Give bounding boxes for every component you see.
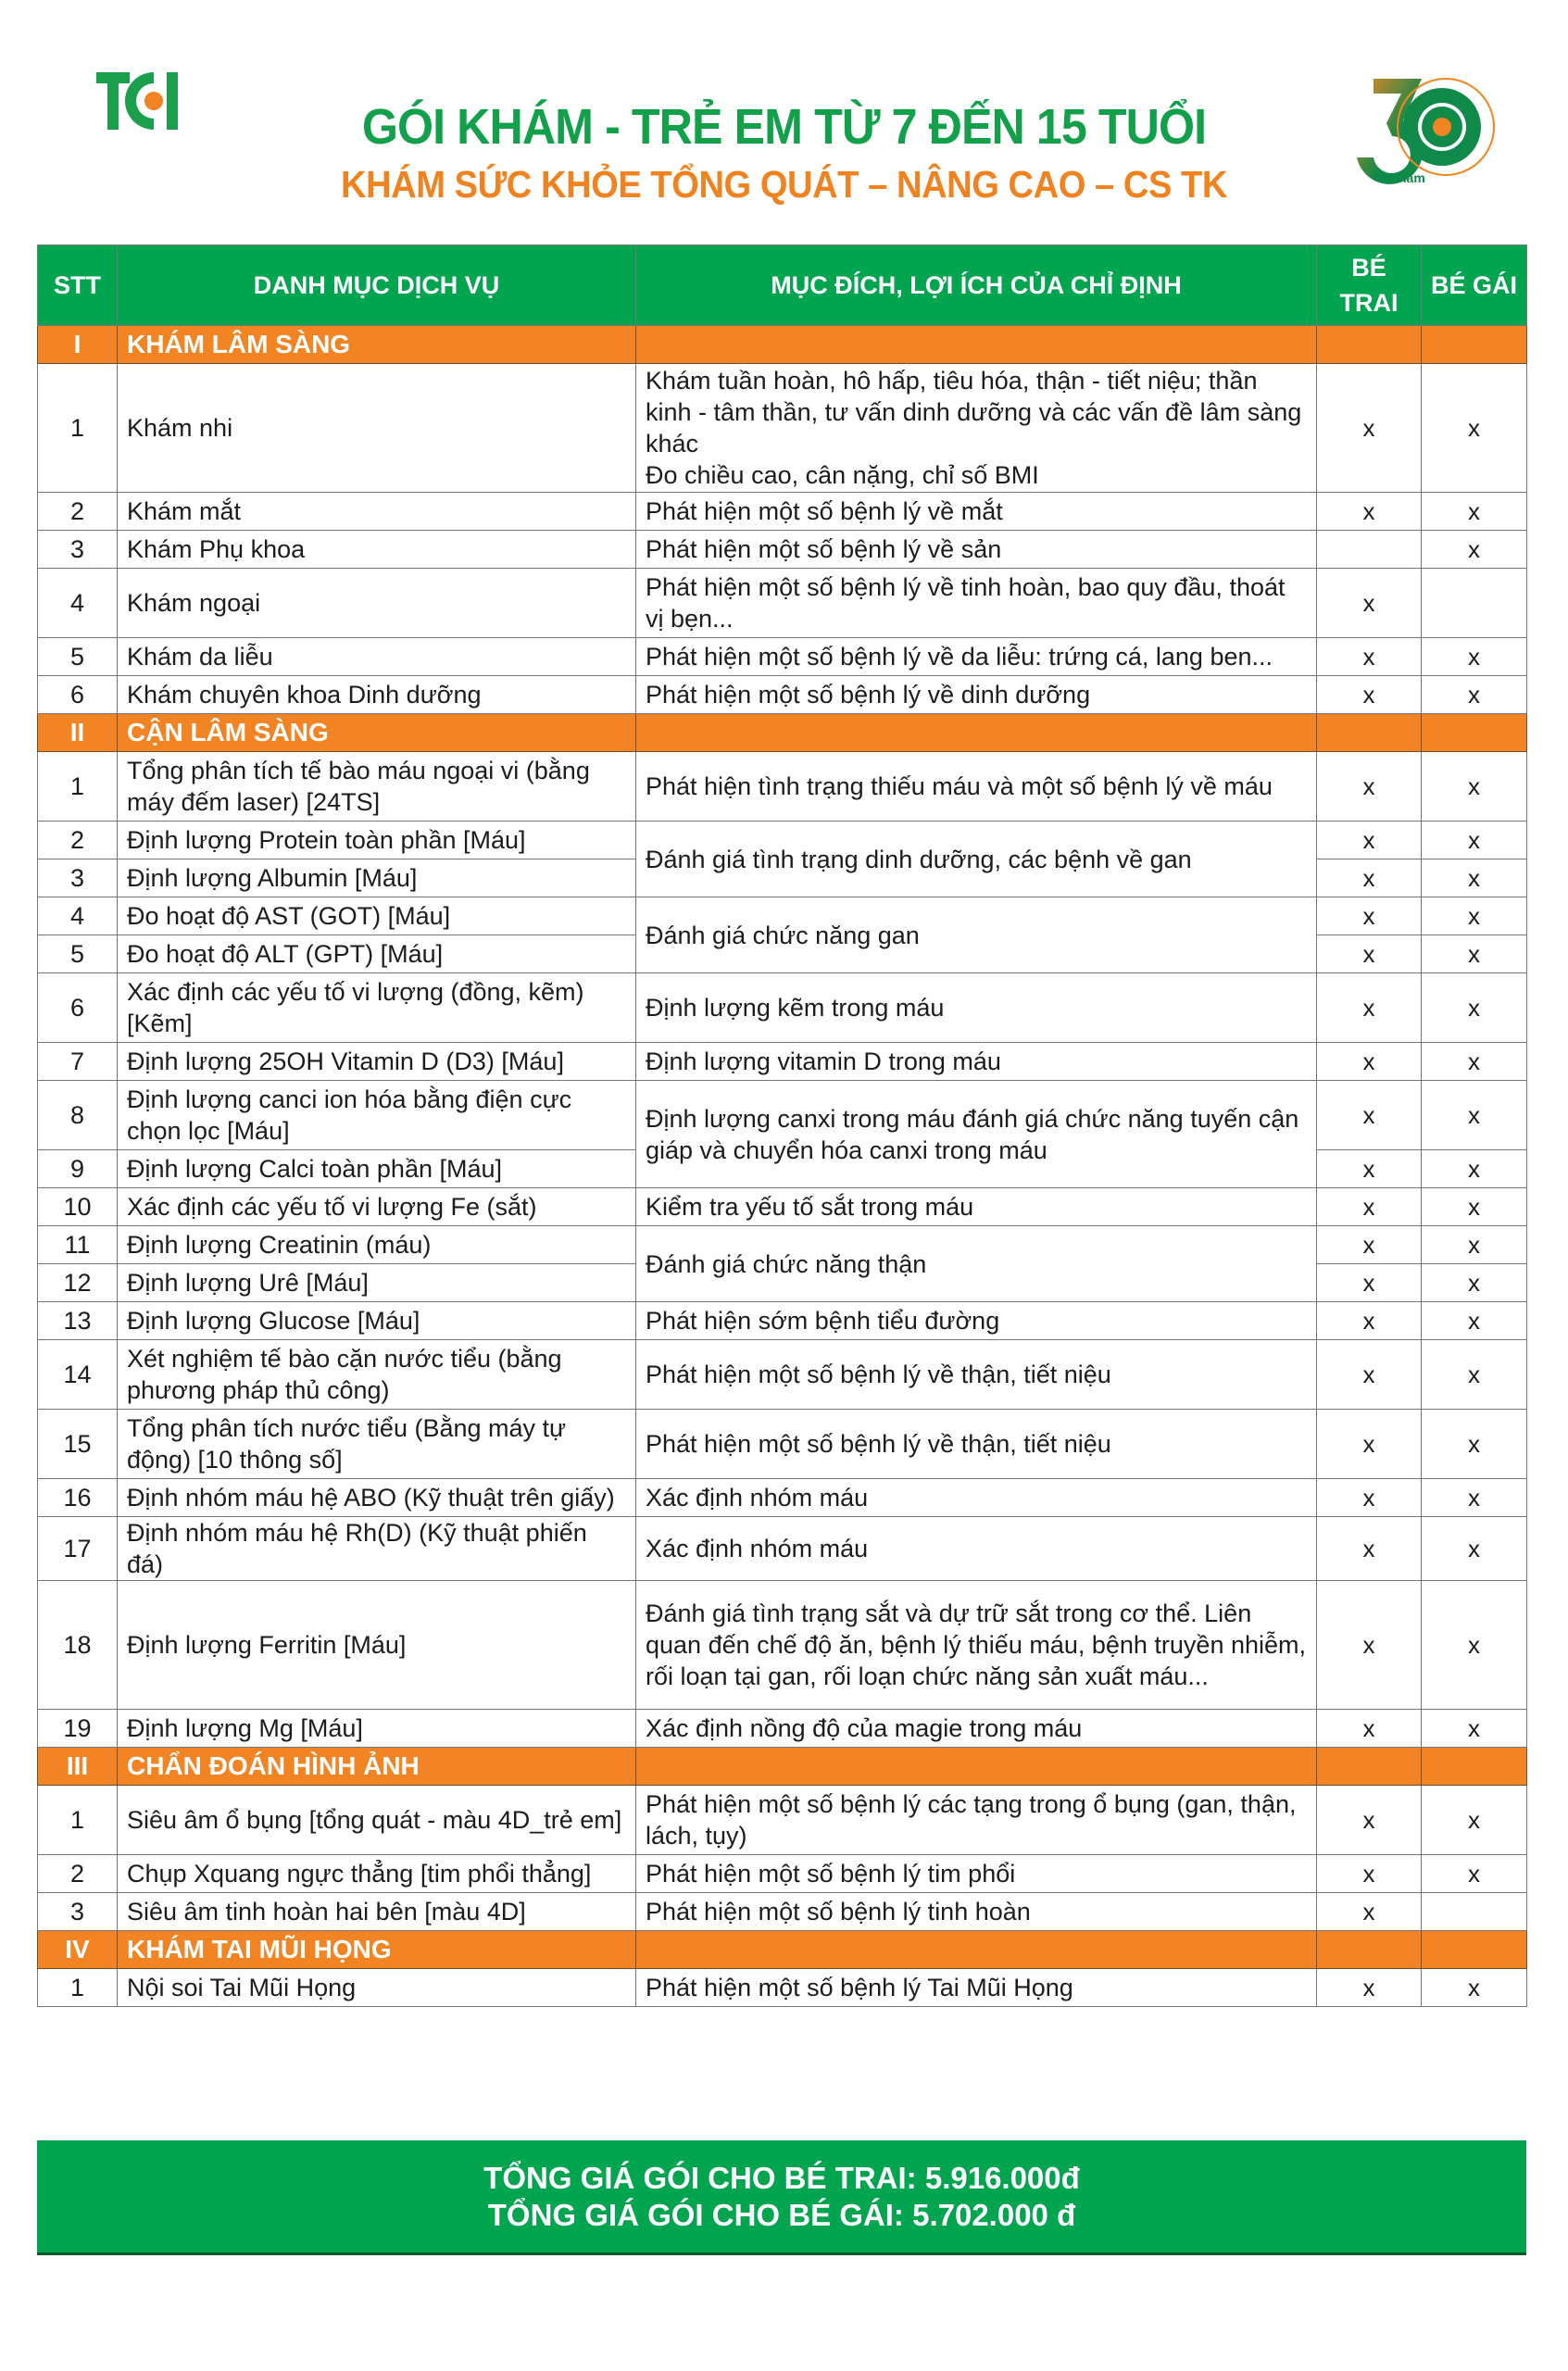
row-number: 10 — [38, 1188, 118, 1226]
row-number: 6 — [38, 973, 118, 1043]
service-purpose: Đánh giá chức năng thận — [636, 1226, 1317, 1302]
row-number: 1 — [38, 752, 118, 822]
row-number: 9 — [38, 1150, 118, 1188]
table-row — [38, 1581, 1527, 1710]
girl-included-mark: x — [1422, 1340, 1527, 1410]
table-row — [38, 364, 1527, 493]
section-number: II — [38, 714, 118, 752]
table-row — [38, 1855, 1527, 1893]
row-number: 11 — [38, 1226, 118, 1264]
service-name: Khám nhi — [118, 364, 636, 493]
row-number: 7 — [38, 1043, 118, 1081]
section-title: KHÁM TAI MŨI HỌNG — [118, 1931, 636, 1969]
boy-included-mark: x — [1317, 1479, 1422, 1517]
boy-included-mark: x — [1317, 973, 1422, 1043]
girl-included-mark: x — [1422, 1517, 1527, 1581]
girl-total-price: TỔNG GIÁ GÓI CHO BÉ GÁI: 5.702.000 đ — [487, 2197, 1076, 2232]
service-purpose: Phát hiện một số bệnh lý về thận, tiết niệu — [636, 1340, 1317, 1410]
table-row — [38, 1710, 1527, 1748]
boy-included-mark: x — [1317, 752, 1422, 822]
service-name: Định lượng Creatinin (máu) — [118, 1226, 636, 1264]
row-number: 1 — [38, 1969, 118, 2007]
row-number: 14 — [38, 1340, 118, 1410]
section-empty — [1422, 714, 1527, 752]
service-table — [37, 245, 1527, 2007]
service-name: Đo hoạt độ AST (GOT) [Máu] — [118, 897, 636, 935]
page-subtitle: KHÁM SỨC KHỎE TỔNG QUÁT – NÂNG CAO – CS TK — [341, 163, 1227, 206]
section-empty — [636, 714, 1317, 752]
service-name: Khám Phụ khoa — [118, 531, 636, 569]
row-number: 3 — [38, 531, 118, 569]
col-header-purpose: MỤC ĐÍCH, LỢI ÍCH CỦA CHỈ ĐỊNH — [636, 245, 1317, 326]
col-header-service: DANH MỤC DỊCH VỤ — [118, 245, 636, 326]
service-name: Khám chuyên khoa Dinh dưỡng — [118, 676, 636, 714]
row-number: 6 — [38, 676, 118, 714]
section-empty — [636, 326, 1317, 364]
service-name: Xét nghiệm tế bào cặn nước tiểu (bằng phương pháp thủ công) — [118, 1340, 636, 1410]
service-name: Xác định các yếu tố vi lượng Fe (sắt) — [118, 1188, 636, 1226]
girl-included-mark — [1422, 1893, 1527, 1931]
row-number: 2 — [38, 493, 118, 531]
service-purpose: Khám tuần hoàn, hô hấp, tiêu hóa, thận - tiết niệu; thần kinh - tâm thần, tư vấn dinh dưỡng và các vấn đề lâm sàng khác Đo chiều cao, cân nặng, chỉ số BMI — [636, 364, 1317, 493]
table-row — [38, 493, 1527, 531]
service-name: Siêu âm tinh hoàn hai bên [màu 4D] — [118, 1893, 636, 1931]
row-number: 15 — [38, 1410, 118, 1479]
boy-included-mark: x — [1317, 897, 1422, 935]
row-number: 12 — [38, 1264, 118, 1302]
table-row — [38, 822, 1527, 859]
table-row — [38, 531, 1527, 569]
table-row — [38, 1226, 1527, 1264]
boy-included-mark: x — [1317, 1855, 1422, 1893]
row-number: 17 — [38, 1517, 118, 1581]
section-header-row — [38, 714, 1527, 752]
service-name: Định lượng Urê [Máu] — [118, 1264, 636, 1302]
boy-included-mark: x — [1317, 1410, 1422, 1479]
service-purpose: Đánh giá chức năng gan — [636, 897, 1317, 973]
table-row — [38, 973, 1527, 1043]
row-number: 18 — [38, 1581, 118, 1710]
girl-included-mark: x — [1422, 531, 1527, 569]
section-header-row — [38, 1931, 1527, 1969]
girl-included-mark: x — [1422, 1264, 1527, 1302]
boy-included-mark: x — [1317, 1786, 1422, 1855]
girl-included-mark: x — [1422, 859, 1527, 897]
boy-included-mark: x — [1317, 1340, 1422, 1410]
table-row — [38, 1517, 1527, 1581]
service-purpose: Phát hiện một số bệnh lý tinh hoàn — [636, 1893, 1317, 1931]
service-purpose: Xác định nhóm máu — [636, 1517, 1317, 1581]
service-name: Định nhóm máu hệ Rh(D) (Kỹ thuật phiến đá) — [118, 1517, 636, 1581]
table-row — [38, 1969, 1527, 2007]
row-number: 2 — [38, 822, 118, 859]
girl-included-mark: x — [1422, 676, 1527, 714]
service-name: Định lượng Ferritin [Máu] — [118, 1581, 636, 1710]
row-number: 13 — [38, 1302, 118, 1340]
service-purpose: Phát hiện một số bệnh lý các tạng trong ổ bụng (gan, thận, lách, tụy) — [636, 1786, 1317, 1855]
row-number: 3 — [38, 1893, 118, 1931]
service-name: Tổng phân tích nước tiểu (Bằng máy tự động) [10 thông số] — [118, 1410, 636, 1479]
girl-included-mark: x — [1422, 1786, 1527, 1855]
girl-included-mark: x — [1422, 1043, 1527, 1081]
table-row — [38, 569, 1527, 638]
price-summary — [37, 2140, 1526, 2255]
girl-included-mark: x — [1422, 752, 1527, 822]
anniversary-word: năm — [1399, 170, 1425, 185]
section-number: IV — [38, 1931, 118, 1969]
service-purpose: Định lượng vitamin D trong máu — [636, 1043, 1317, 1081]
col-header-stt: STT — [38, 245, 118, 326]
row-number: 19 — [38, 1710, 118, 1748]
table-row — [38, 897, 1527, 935]
section-empty — [636, 1748, 1317, 1786]
service-name: Nội soi Tai Mũi Họng — [118, 1969, 636, 2007]
service-name: Định nhóm máu hệ ABO (Kỹ thuật trên giấy) — [118, 1479, 636, 1517]
girl-included-mark: x — [1422, 1302, 1527, 1340]
service-name: Định lượng Protein toàn phần [Máu] — [118, 822, 636, 859]
table-row — [38, 1479, 1527, 1517]
service-purpose: Phát hiện sớm bệnh tiểu đường — [636, 1302, 1317, 1340]
boy-total-price: TỔNG GIÁ GÓI CHO BÉ TRAI: 5.916.000đ — [483, 2160, 1080, 2195]
section-empty — [1422, 326, 1527, 364]
service-name: Định lượng Glucose [Máu] — [118, 1302, 636, 1340]
boy-included-mark: x — [1317, 676, 1422, 714]
table-row — [38, 1410, 1527, 1479]
service-name: Tổng phân tích tế bào máu ngoại vi (bằng máy đếm laser) [24TS] — [118, 752, 636, 822]
girl-included-mark: x — [1422, 1188, 1527, 1226]
row-number: 3 — [38, 859, 118, 897]
section-header-row — [38, 1748, 1527, 1786]
row-number: 2 — [38, 1855, 118, 1893]
service-purpose: Phát hiện một số bệnh lý về sản — [636, 531, 1317, 569]
table-row — [38, 1340, 1527, 1410]
service-purpose: Kiểm tra yếu tố sắt trong máu — [636, 1188, 1317, 1226]
boy-included-mark: x — [1317, 1581, 1422, 1710]
service-name: Khám mắt — [118, 493, 636, 531]
service-purpose: Xác định nhóm máu — [636, 1479, 1317, 1517]
row-number: 1 — [38, 1786, 118, 1855]
service-name: Định lượng Mg [Máu] — [118, 1710, 636, 1748]
boy-included-mark: x — [1317, 1710, 1422, 1748]
boy-included-mark: x — [1317, 1264, 1422, 1302]
table-row — [38, 1188, 1527, 1226]
boy-included-mark: x — [1317, 859, 1422, 897]
section-header-row — [38, 326, 1527, 364]
girl-included-mark: x — [1422, 1410, 1527, 1479]
section-title: CHẨN ĐOÁN HÌNH ẢNH — [118, 1748, 636, 1786]
boy-included-mark: x — [1317, 1188, 1422, 1226]
service-purpose: Định lượng canxi trong máu đánh giá chức năng tuyến cận giáp và chuyển hóa canxi trong máu — [636, 1081, 1317, 1188]
service-purpose: Phát hiện một số bệnh lý Tai Mũi Họng — [636, 1969, 1317, 2007]
girl-included-mark: x — [1422, 493, 1527, 531]
service-purpose: Đánh giá tình trạng dinh dưỡng, các bệnh về gan — [636, 822, 1317, 897]
row-number: 1 — [38, 364, 118, 493]
col-header-girl: BÉ GÁI — [1422, 245, 1527, 326]
section-empty — [1422, 1931, 1527, 1969]
girl-included-mark: x — [1422, 822, 1527, 859]
section-empty — [1317, 1931, 1422, 1969]
service-name: Chụp Xquang ngực thẳng [tim phổi thẳng] — [118, 1855, 636, 1893]
row-number: 8 — [38, 1081, 118, 1150]
service-purpose: Phát hiện một số bệnh lý tim phổi — [636, 1855, 1317, 1893]
boy-included-mark: x — [1317, 1969, 1422, 2007]
girl-included-mark — [1422, 569, 1527, 638]
table-row — [38, 1786, 1527, 1855]
table-row — [38, 1893, 1527, 1931]
section-empty — [1317, 1748, 1422, 1786]
boy-included-mark: x — [1317, 569, 1422, 638]
service-name: Định lượng Calci toàn phần [Máu] — [118, 1150, 636, 1188]
service-purpose: Phát hiện một số bệnh lý về mắt — [636, 493, 1317, 531]
service-purpose: Phát hiện một số bệnh lý về tinh hoàn, bao quy đầu, thoát vị bẹn... — [636, 569, 1317, 638]
section-title: KHÁM LÂM SÀNG — [118, 326, 636, 364]
table-row — [38, 752, 1527, 822]
service-purpose: Định lượng kẽm trong máu — [636, 973, 1317, 1043]
section-empty — [1422, 1748, 1527, 1786]
boy-included-mark: x — [1317, 638, 1422, 676]
service-name: Định lượng canci ion hóa bằng điện cực chọn lọc [Máu] — [118, 1081, 636, 1150]
girl-included-mark: x — [1422, 1581, 1527, 1710]
girl-included-mark: x — [1422, 973, 1527, 1043]
section-empty — [636, 1931, 1317, 1969]
row-number: 5 — [38, 935, 118, 973]
girl-included-mark: x — [1422, 897, 1527, 935]
girl-included-mark: x — [1422, 935, 1527, 973]
boy-included-mark: x — [1317, 1043, 1422, 1081]
boy-included-mark: x — [1317, 1893, 1422, 1931]
boy-included-mark: x — [1317, 1226, 1422, 1264]
service-name: Khám ngoại — [118, 569, 636, 638]
service-purpose: Phát hiện một số bệnh lý về dinh dưỡng — [636, 676, 1317, 714]
service-name: Đo hoạt độ ALT (GPT) [Máu] — [118, 935, 636, 973]
table-header-row — [38, 245, 1527, 326]
boy-included-mark: x — [1317, 1517, 1422, 1581]
girl-included-mark: x — [1422, 1081, 1527, 1150]
girl-included-mark: x — [1422, 1226, 1527, 1264]
girl-included-mark: x — [1422, 364, 1527, 493]
service-purpose: Đánh giá tình trạng sắt và dự trữ sắt trong cơ thể. Liên quan đến chế độ ăn, bệnh lý thiếu máu, bệnh truyền nhiễm, rối loạn tại gan, rối loạn chức năng sản xuất máu... — [636, 1581, 1317, 1710]
girl-included-mark: x — [1422, 1855, 1527, 1893]
service-name: Khám da liễu — [118, 638, 636, 676]
section-empty — [1317, 714, 1422, 752]
row-number: 4 — [38, 897, 118, 935]
girl-included-mark: x — [1422, 1479, 1527, 1517]
boy-included-mark: x — [1317, 935, 1422, 973]
row-number: 16 — [38, 1479, 118, 1517]
service-purpose: Phát hiện tình trạng thiếu máu và một số bệnh lý về máu — [636, 752, 1317, 822]
table-row — [38, 638, 1527, 676]
table-row — [38, 1081, 1527, 1150]
girl-included-mark: x — [1422, 1150, 1527, 1188]
boy-included-mark: x — [1317, 364, 1422, 493]
service-purpose: Phát hiện một số bệnh lý về thận, tiết niệu — [636, 1410, 1317, 1479]
boy-included-mark: x — [1317, 1150, 1422, 1188]
boy-included-mark — [1317, 531, 1422, 569]
section-empty — [1317, 326, 1422, 364]
service-name: Xác định các yếu tố vi lượng (đồng, kẽm) [Kẽm] — [118, 973, 636, 1043]
col-header-boy: BÉ TRAI — [1317, 245, 1422, 326]
section-number: III — [38, 1748, 118, 1786]
row-number: 5 — [38, 638, 118, 676]
service-name: Định lượng 25OH Vitamin D (D3) [Máu] — [118, 1043, 636, 1081]
service-name: Siêu âm ổ bụng [tổng quát - màu 4D_trẻ em] — [118, 1786, 636, 1855]
service-purpose: Xác định nồng độ của magie trong máu — [636, 1710, 1317, 1748]
girl-included-mark: x — [1422, 1710, 1527, 1748]
service-purpose: Phát hiện một số bệnh lý về da liễu: trứng cá, lang ben... — [636, 638, 1317, 676]
girl-included-mark: x — [1422, 638, 1527, 676]
section-title: CẬN LÂM SÀNG — [118, 714, 636, 752]
row-number: 4 — [38, 569, 118, 638]
service-name: Định lượng Albumin [Máu] — [118, 859, 636, 897]
table-row — [38, 1043, 1527, 1081]
boy-included-mark: x — [1317, 493, 1422, 531]
table-row — [38, 1302, 1527, 1340]
page-title: GÓI KHÁM - TRẺ EM TỪ 7 ĐẾN 15 TUỔI — [361, 99, 1207, 155]
girl-included-mark: x — [1422, 1969, 1527, 2007]
section-number: I — [38, 326, 118, 364]
boy-included-mark: x — [1317, 1302, 1422, 1340]
table-row — [38, 676, 1527, 714]
boy-included-mark: x — [1317, 1081, 1422, 1150]
boy-included-mark: x — [1317, 822, 1422, 859]
